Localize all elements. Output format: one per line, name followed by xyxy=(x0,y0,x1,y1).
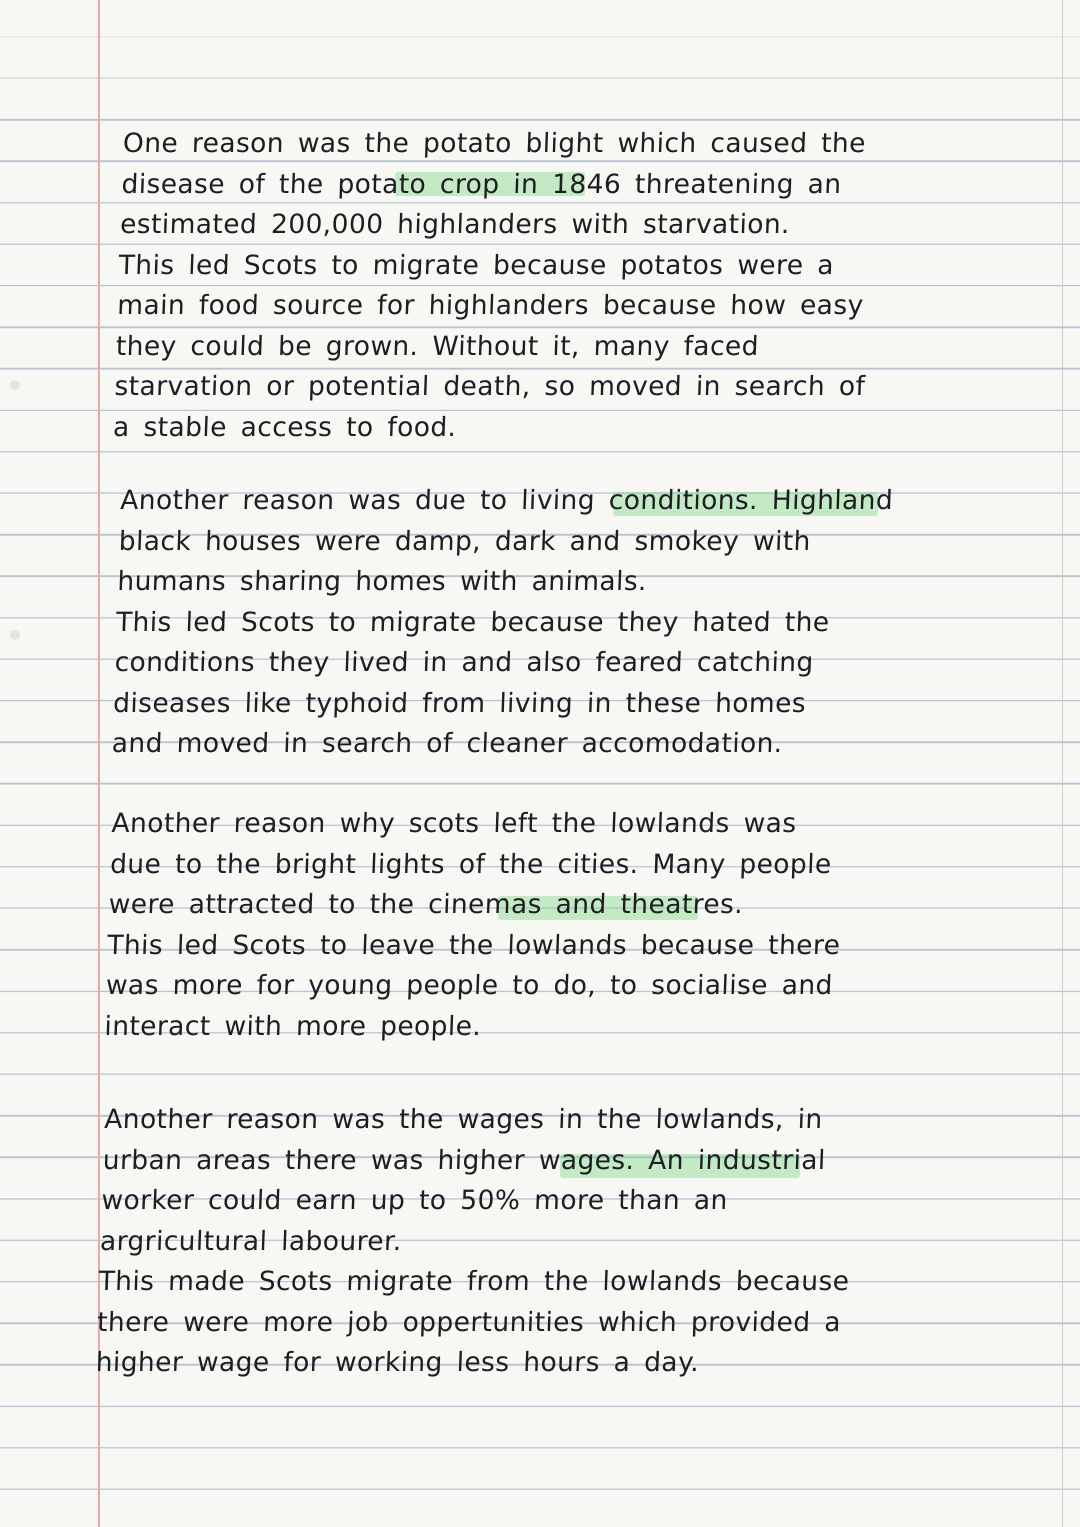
paragraph-bright-lights: Another reason why scots left the lowlands was due to the bright lights of the cities. Many people were attracted to the cinemas and theatres. This led Scots to leave the lowlands because there was more for young people to do, to socialise and interact with more people. xyxy=(103,808,841,1042)
paragraph-wages: Another reason was the wages in the lowlands, in urban areas there was higher wages. An industrial worker could earn up to 50% more than an argricultural labourer. This made Scots migrate from the lowlands because there were more job oppertunities which provided a higher wage for working less hours a day. xyxy=(95,1104,850,1378)
paragraph-potato-blight: One reason was the potato blight which caused the disease of the potato crop in 1846 threatening an estimated 200,000 highlanders with starvation. This led Scots to migrate because potatos were a main food source for highlanders because how easy they could be grown. Without it, many faced starvation or potential death, so moved in search of a stable access to food. xyxy=(112,128,867,443)
punch-hole-mark xyxy=(10,630,20,640)
paragraph-living-conditions: Another reason was due to living conditions. Highland black houses were damp, dark and smokey with humans sharing homes with animals. This led Scots to migrate because they hated the conditions they lived in and also feared catching diseases like typhoid from living in these homes and moved in search of cleaner accomodation. xyxy=(111,485,894,759)
show-through-artifact xyxy=(140,452,740,472)
punch-hole-mark xyxy=(10,380,20,390)
page-top-margin xyxy=(0,0,1080,110)
page-edge xyxy=(1062,0,1063,1527)
